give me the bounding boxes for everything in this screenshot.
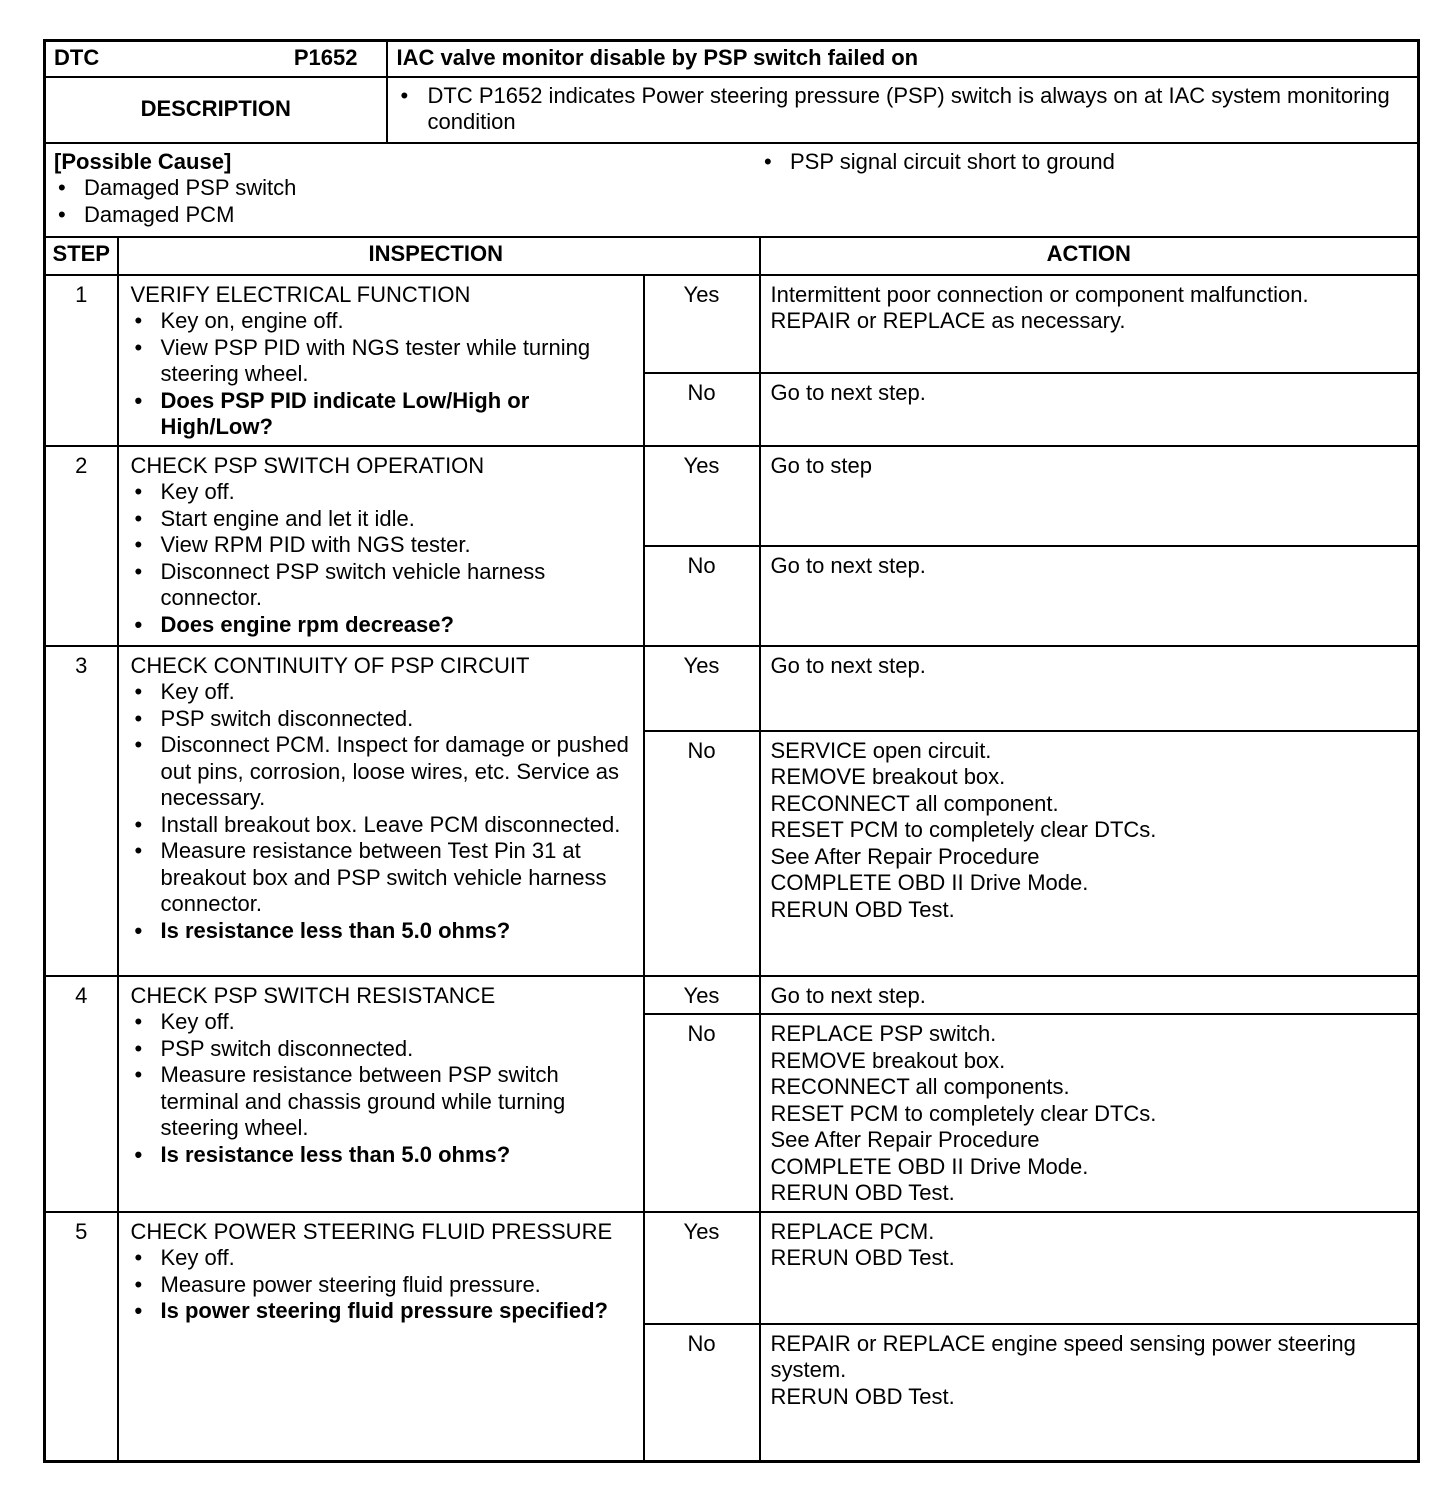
inspection-bullet: • Measure power steering fluid pressure. bbox=[131, 1272, 634, 1299]
step-row bbox=[45, 275, 1419, 374]
action-line: Go to next step. bbox=[770, 652, 926, 678]
no-action bbox=[760, 373, 1419, 445]
col-action-header: ACTION bbox=[760, 237, 1419, 275]
inspection-bullet: • Measure resistance between PSP switch terminal and chassis ground while turning steering wheel. bbox=[131, 1062, 634, 1142]
action-line: RERUN OBD Test. bbox=[770, 1180, 955, 1205]
no-action bbox=[760, 731, 1419, 976]
action-line: Intermittent poor connection or component malfunction. bbox=[770, 281, 1309, 307]
inspection-question: • Is resistance less than 5.0 ohms? bbox=[131, 1142, 634, 1169]
action-line: RERUN OBD Test. bbox=[770, 1383, 955, 1409]
step-row bbox=[45, 976, 1419, 1015]
no-label: No bbox=[644, 546, 760, 646]
no-action bbox=[760, 1014, 1419, 1212]
action-line: Go to next step. bbox=[770, 982, 926, 1008]
action-line: Go to next step. bbox=[770, 552, 926, 578]
action-line: See After Repair Procedure bbox=[770, 1127, 1040, 1152]
inspection-title: CHECK PSP SWITCH OPERATION bbox=[130, 452, 485, 478]
inspection-bullet: • View RPM PID with NGS tester. bbox=[131, 532, 634, 559]
action-line: REPAIR or REPLACE as necessary. bbox=[770, 308, 1126, 333]
inspection-question: • Is power steering fluid pressure specified? bbox=[131, 1298, 634, 1325]
step-number: 3 bbox=[45, 646, 118, 976]
action-line: REPAIR or REPLACE engine speed sensing power steering system. bbox=[770, 1330, 1356, 1382]
step-number: 1 bbox=[45, 275, 118, 446]
inspection-question: • Is resistance less than 5.0 ohms? bbox=[131, 918, 634, 945]
inspection-bullet: • Disconnect PCM. Inspect for damage or pushed out pins, corrosion, loose wires, etc. Service as necessary. bbox=[131, 732, 634, 812]
yes-label: Yes bbox=[644, 646, 760, 731]
action-line: REMOVE breakout box. bbox=[770, 764, 1006, 789]
yes-action bbox=[760, 976, 1419, 1015]
action-line: REMOVE breakout box. bbox=[770, 1047, 1006, 1073]
yes-action bbox=[760, 646, 1419, 731]
cause-list-right bbox=[760, 149, 1409, 228]
step-number: 5 bbox=[45, 1212, 118, 1462]
action-line: RECONNECT all component. bbox=[770, 790, 1059, 816]
inspection-bullets bbox=[131, 479, 634, 638]
inspection-bullets bbox=[131, 1245, 634, 1325]
inspection-title: CHECK POWER STEERING FLUID PRESSURE bbox=[130, 1218, 613, 1244]
step-inspection bbox=[118, 976, 644, 1212]
no-action bbox=[760, 1324, 1419, 1462]
step-row bbox=[45, 446, 1419, 546]
inspection-bullet: • Disconnect PSP switch vehicle harness connector. bbox=[131, 559, 634, 612]
description-cell bbox=[387, 77, 1419, 143]
step-number: 4 bbox=[45, 976, 118, 1212]
action-line: REPLACE PSP switch. bbox=[770, 1021, 997, 1046]
no-label: No bbox=[644, 373, 760, 445]
inspection-bullets bbox=[131, 308, 634, 441]
step-inspection bbox=[118, 1212, 644, 1462]
description-text: • DTC P1652 indicates Power steering pressure (PSP) switch is always on at IAC system monitoring condition bbox=[397, 83, 1409, 136]
inspection-bullets bbox=[131, 1009, 634, 1168]
inspection-bullet: • View PSP PID with NGS tester while turning steering wheel. bbox=[131, 335, 634, 388]
action-line: Go to step bbox=[770, 452, 873, 478]
inspection-title: CHECK CONTINUITY OF PSP CIRCUIT bbox=[130, 652, 530, 678]
dtc-title: IAC valve monitor disable by PSP switch failed on bbox=[387, 41, 1419, 77]
step-inspection bbox=[118, 446, 644, 646]
yes-label: Yes bbox=[644, 976, 760, 1015]
no-label: No bbox=[644, 1014, 760, 1212]
inspection-title: CHECK PSP SWITCH RESISTANCE bbox=[130, 982, 496, 1008]
action-line: SERVICE open circuit. bbox=[770, 737, 992, 763]
yes-action bbox=[760, 275, 1419, 374]
cause-item: • Damaged PSP switch bbox=[54, 175, 760, 202]
inspection-question: • Does engine rpm decrease? bbox=[131, 612, 634, 639]
action-line: COMPLETE OBD II Drive Mode. bbox=[770, 1153, 1089, 1179]
inspection-bullet: • Measure resistance between Test Pin 31 at breakout box and PSP switch vehicle harness connector. bbox=[131, 838, 634, 918]
action-line: RECONNECT all components. bbox=[770, 1074, 1070, 1099]
yes-label: Yes bbox=[644, 275, 760, 374]
inspection-title: VERIFY ELECTRICAL FUNCTION bbox=[130, 281, 471, 307]
inspection-bullet: • Start engine and let it idle. bbox=[131, 506, 634, 533]
action-line: RESET PCM to completely clear DTCs. bbox=[770, 817, 1157, 842]
yes-action bbox=[760, 446, 1419, 546]
inspection-bullet: • Key on, engine off. bbox=[131, 308, 634, 335]
inspection-bullet: • PSP switch disconnected. bbox=[131, 1036, 634, 1063]
inspection-bullet: • Key off. bbox=[131, 1245, 634, 1272]
cause-list-left bbox=[54, 175, 760, 228]
no-label: No bbox=[644, 731, 760, 976]
action-line: COMPLETE OBD II Drive Mode. bbox=[770, 870, 1089, 895]
diagnostic-table bbox=[43, 39, 1420, 1463]
step-number: 2 bbox=[45, 446, 118, 646]
col-step-header: STEP bbox=[45, 237, 118, 275]
action-line: RERUN OBD Test. bbox=[770, 1245, 955, 1270]
inspection-bullet: • Key off. bbox=[131, 1009, 634, 1036]
inspection-question: • Does PSP PID indicate Low/High or High/Low? bbox=[131, 388, 634, 441]
action-line: Go to next step. bbox=[770, 380, 926, 406]
dtc-code-cell bbox=[45, 41, 387, 77]
dtc-document bbox=[43, 39, 1417, 1463]
inspection-bullet: • Key off. bbox=[131, 479, 634, 506]
col-inspection-header: INSPECTION bbox=[118, 237, 760, 275]
dtc-code: P1652 bbox=[293, 45, 358, 70]
inspection-bullet: • Key off. bbox=[131, 679, 634, 706]
action-line: RESET PCM to completely clear DTCs. bbox=[770, 1100, 1157, 1126]
action-line: REPLACE PCM. bbox=[770, 1218, 935, 1244]
action-line: RERUN OBD Test. bbox=[770, 896, 955, 922]
yes-action bbox=[760, 1212, 1419, 1324]
cause-item: • Damaged PCM bbox=[54, 202, 760, 229]
inspection-bullet: • Install breakout box. Leave PCM disconnected. bbox=[131, 812, 634, 839]
step-row bbox=[45, 1212, 1419, 1324]
cause-item: • PSP signal circuit short to ground bbox=[760, 149, 1409, 176]
possible-cause-title: [Possible Cause] bbox=[54, 148, 232, 174]
step-inspection bbox=[118, 275, 644, 446]
inspection-bullets bbox=[131, 679, 634, 944]
dtc-label: DTC bbox=[54, 45, 100, 70]
description-label: DESCRIPTION bbox=[45, 77, 387, 143]
no-action bbox=[760, 546, 1419, 646]
no-label: No bbox=[644, 1324, 760, 1462]
step-inspection bbox=[118, 646, 644, 976]
possible-cause-section bbox=[45, 143, 1419, 237]
action-line: See After Repair Procedure bbox=[770, 843, 1040, 869]
inspection-bullet: • PSP switch disconnected. bbox=[131, 706, 634, 733]
yes-label: Yes bbox=[644, 446, 760, 546]
yes-label: Yes bbox=[644, 1212, 760, 1324]
step-row bbox=[45, 646, 1419, 731]
